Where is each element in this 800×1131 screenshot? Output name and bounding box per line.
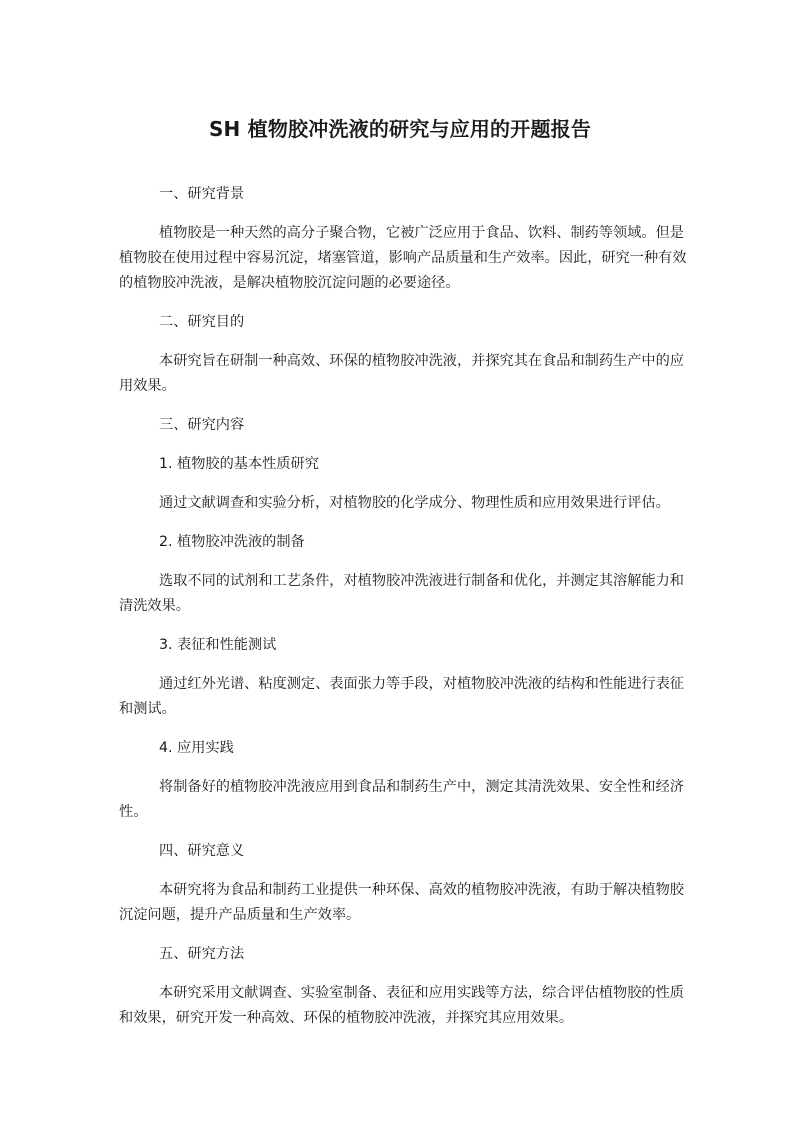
subheading-basic-properties: 1. 植物胶的基本性质研究 <box>159 456 319 472</box>
paragraph-methods: 本研究采用文献调查、实验室制备、表征和应用实践等方法，综合评估植物胶的性质和效果，研究开发一种高效、环保的植物胶冲洗液，并探究其应用效果。 <box>119 985 684 1026</box>
paragraph-application: 将制备好的植物胶冲洗液应用到食品和制药生产中，测定其清洗效果、安全性和经济性。 <box>119 779 684 820</box>
subheading-characterization: 3. 表征和性能测试 <box>159 637 277 653</box>
subheading-preparation: 2. 植物胶冲洗液的制备 <box>159 534 305 550</box>
paragraph-significance: 本研究将为食品和制药工业提供一种环保、高效的植物胶冲洗液，有助于解决植物胶沉淀问题，提升产品质量和生产效率。 <box>119 882 684 923</box>
section-heading-methods: 五、研究方法 <box>159 946 245 962</box>
document-body <box>119 182 689 1045</box>
paragraph-basic-properties: 通过文献调查和实验分析，对植物胶的化学成分、物理性质和应用效果进行评估。 <box>159 495 670 511</box>
document-title: SH 植物胶冲洗液的研究与应用的开题报告 <box>208 117 592 141</box>
paragraph-purpose: 本研究旨在研制一种高效、环保的植物胶冲洗液，并探究其在食品和制药生产中的应用效果。 <box>119 353 684 394</box>
paragraph-preparation: 选取不同的试剂和工艺条件，对植物胶冲洗液进行制备和优化，并测定其溶解能力和清洗效果。 <box>119 573 684 614</box>
subheading-application: 4. 应用实践 <box>159 740 234 756</box>
section-heading-purpose: 二、研究目的 <box>159 314 245 330</box>
paragraph-characterization: 通过红外光谱、粘度测定、表面张力等手段，对植物胶冲洗液的结构和性能进行表征和测试。 <box>119 676 684 717</box>
paragraph-background: 植物胶是一种天然的高分子聚合物，它被广泛应用于食品、饮料、制药等领域。但是植物胶在使用过程中容易沉淀，堵塞管道，影响产品质量和生产效率。因此，研究一种有效的植物胶冲洗液，是解决植物胶沉淀问题的必要途径。 <box>119 225 687 291</box>
section-heading-background: 一、研究背景 <box>159 186 245 202</box>
section-heading-content: 三、研究内容 <box>159 417 245 433</box>
section-heading-significance: 四、研究意义 <box>159 843 245 859</box>
